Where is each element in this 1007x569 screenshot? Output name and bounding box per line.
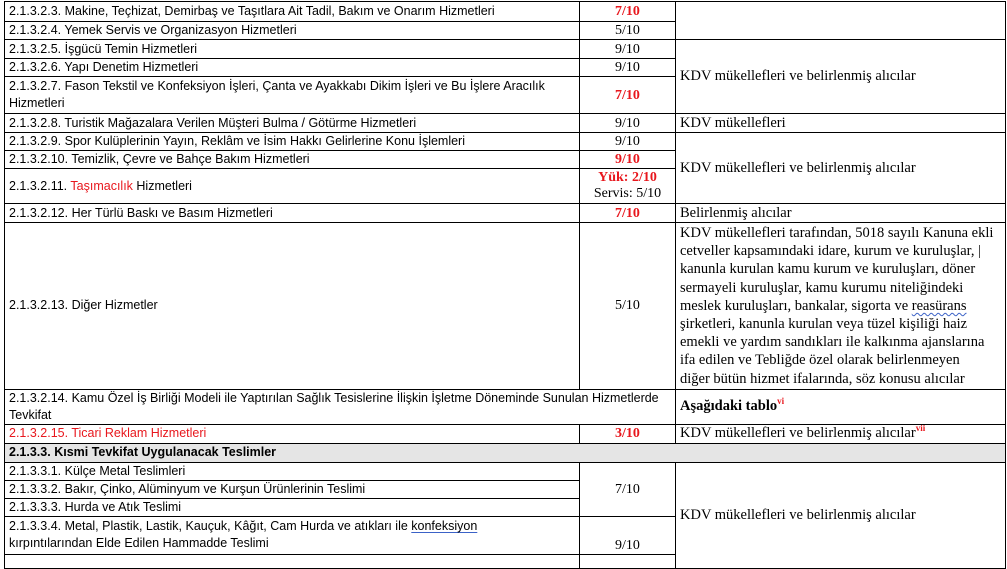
buyer-cell bbox=[676, 223, 1006, 390]
buyer-line: KDV mükellefleri tarafından, 5018 sayılı Kanuna ekli bbox=[680, 225, 994, 241]
table-row bbox=[5, 424, 1006, 443]
service-cell: 2.1.3.3.4. Metal, Plastik, Lastik, Kauçuk, Kâğıt, Cam Hurda ve atıkları ile konfeksiyon kırpıntılarından Elde Edilen Hammadde Teslimi bbox=[5, 516, 580, 554]
buyer-cell: KDV mükellefleri ve belirlenmiş alıcılar bbox=[676, 462, 1006, 568]
rate-cell: 9/10 bbox=[580, 133, 676, 151]
service-cell: 2.1.3.2.6. Yapı Denetim Hizmetleri bbox=[5, 59, 580, 77]
rate-cell: 9/10 bbox=[580, 59, 676, 77]
service-cell: 2.1.3.2.7. Fason Tekstil ve Konfeksiyon İşleri, Çanta ve Ayakkabı Dikim İşleri ve Bu İşlere Aracılık Hizmetleri bbox=[5, 77, 580, 114]
service-cell bbox=[5, 554, 580, 568]
service-rate: Servis: 5/10 bbox=[593, 186, 662, 201]
buyer-cell bbox=[676, 2, 1006, 40]
buyer-line: kanunla kurulan kamu kurum ve kuruluşları, döner bbox=[680, 261, 976, 278]
service-cell: 2.1.3.2.8. Turistik Mağazalara Verilen Müşteri Bulma / Götürme Hizmetleri bbox=[5, 114, 580, 133]
table-row bbox=[5, 2, 1006, 22]
buyer-line: ifa edilen ve Tebliğde özel olarak belirlenmeyen bbox=[680, 352, 960, 369]
service-cell: 2.1.3.2.12. Her Türlü Baskı ve Basım Hizmetleri bbox=[5, 204, 580, 223]
rate-cell: 5/10 bbox=[580, 223, 676, 390]
rate-cell: 7/10 bbox=[580, 77, 676, 114]
table-row bbox=[5, 133, 1006, 151]
table-row bbox=[5, 204, 1006, 223]
rate-cell: 9/10 bbox=[580, 151, 676, 169]
buyer-cell: KDV mükellefleri ve belirlenmiş alıcılar bbox=[676, 40, 1006, 114]
table-row bbox=[5, 462, 1006, 480]
service-cell: 2.1.3.2.5. İşgücü Temin Hizmetleri bbox=[5, 40, 580, 59]
service-cell: 2.1.3.3.1. Külçe Metal Teslimleri bbox=[5, 462, 580, 480]
table-row bbox=[5, 114, 1006, 133]
rate-cell bbox=[580, 169, 676, 204]
buyer-line: meslek kuruluşları, bankalar, sigorta ve reasürans bbox=[680, 297, 967, 314]
buyer-line: diğer bütün hizmet ifalarında, söz konusu alıcılar bbox=[680, 370, 965, 387]
buyer-cell: Belirlenmiş alıcılar bbox=[676, 204, 1006, 223]
rate-cell: 7/10 bbox=[580, 462, 676, 516]
buyer-cell: KDV mükellefleri ve belirlenmiş alıcılar$^{vii}$ bbox=[676, 424, 1006, 443]
buyer-line: şirketleri, kanunla kurulan veya tüzel kişiliği haiz bbox=[680, 316, 968, 333]
buyer-cell: KDV mükellefleri ve belirlenmiş alıcılar bbox=[676, 133, 1006, 204]
rate-cell: 3/10 bbox=[580, 424, 676, 443]
rate-cell: 9/10 bbox=[580, 40, 676, 59]
withholding-table bbox=[4, 1, 1006, 569]
buyer-line: cetveller kapsamındaki idare, kurum ve kuruluşlar, | bbox=[680, 243, 982, 260]
service-cell: 2.1.3.2.15. Ticari Reklam Hizmetleri bbox=[5, 424, 580, 443]
rate-cell: 7/10 bbox=[580, 2, 676, 22]
service-cell: 2.1.3.2.4. Yemek Servis ve Organizasyon Hizmetleri bbox=[5, 22, 580, 40]
rate-cell: 9/10 bbox=[580, 114, 676, 133]
buyer-line: emekli ve yardım sandıkları ile kalkınma ajanslarına bbox=[680, 334, 985, 351]
rate-cell: 5/10 bbox=[580, 22, 676, 40]
service-cell: 2.1.3.2.14. Kamu Özel İş Birliği Modeli ile Yaptırılan Sağlık Tesislerine İlişkin İşletme Döneminde Sunulan Hizmetlerde Tevkifat bbox=[5, 389, 676, 424]
section-title: 2.1.3.3. Kısmi Tevkifat Uygulanacak Teslimler bbox=[5, 443, 1006, 462]
service-cell: 2.1.3.3.2. Bakır, Çinko, Alüminyum ve Kurşun Ürünlerinin Teslimi bbox=[5, 480, 580, 498]
buyer-cell: KDV mükellefleri bbox=[676, 114, 1006, 133]
service-cell: 2.1.3.2.3. Makine, Teçhizat, Demirbaş ve Taşıtlara Ait Tadil, Bakım ve Onarım Hizmetleri bbox=[5, 2, 580, 22]
service-cell: 2.1.3.2.11. Taşımacılık Hizmetleri bbox=[5, 169, 580, 204]
section-row bbox=[5, 443, 1006, 462]
rate-cell: 9/10 bbox=[580, 516, 676, 554]
service-cell: 2.1.3.2.13. Diğer Hizmetler bbox=[5, 223, 580, 390]
buyer-line: sermayeli kuruluşlar, kamu kurumu niteliğindeki bbox=[680, 279, 964, 296]
table-row bbox=[5, 223, 1006, 390]
table-row bbox=[5, 389, 1006, 424]
rate-cell: 7/10 bbox=[580, 204, 676, 223]
service-cell: 2.1.3.2.9. Spor Kulüplerinin Yayın, Reklâm ve İsim Hakkı Gelirlerine Konu İşlemleri bbox=[5, 133, 580, 151]
buyer-cell: Aşağıdaki tablo$^{vi}$ bbox=[676, 389, 1006, 424]
load-rate: Yük: 2/10 bbox=[598, 170, 657, 185]
service-cell: 2.1.3.3.3. Hurda ve Atık Teslimi bbox=[5, 498, 580, 516]
service-cell: 2.1.3.2.10. Temizlik, Çevre ve Bahçe Bakım Hizmetleri bbox=[5, 151, 580, 169]
rate-cell bbox=[580, 554, 676, 568]
table-row bbox=[5, 40, 1006, 59]
